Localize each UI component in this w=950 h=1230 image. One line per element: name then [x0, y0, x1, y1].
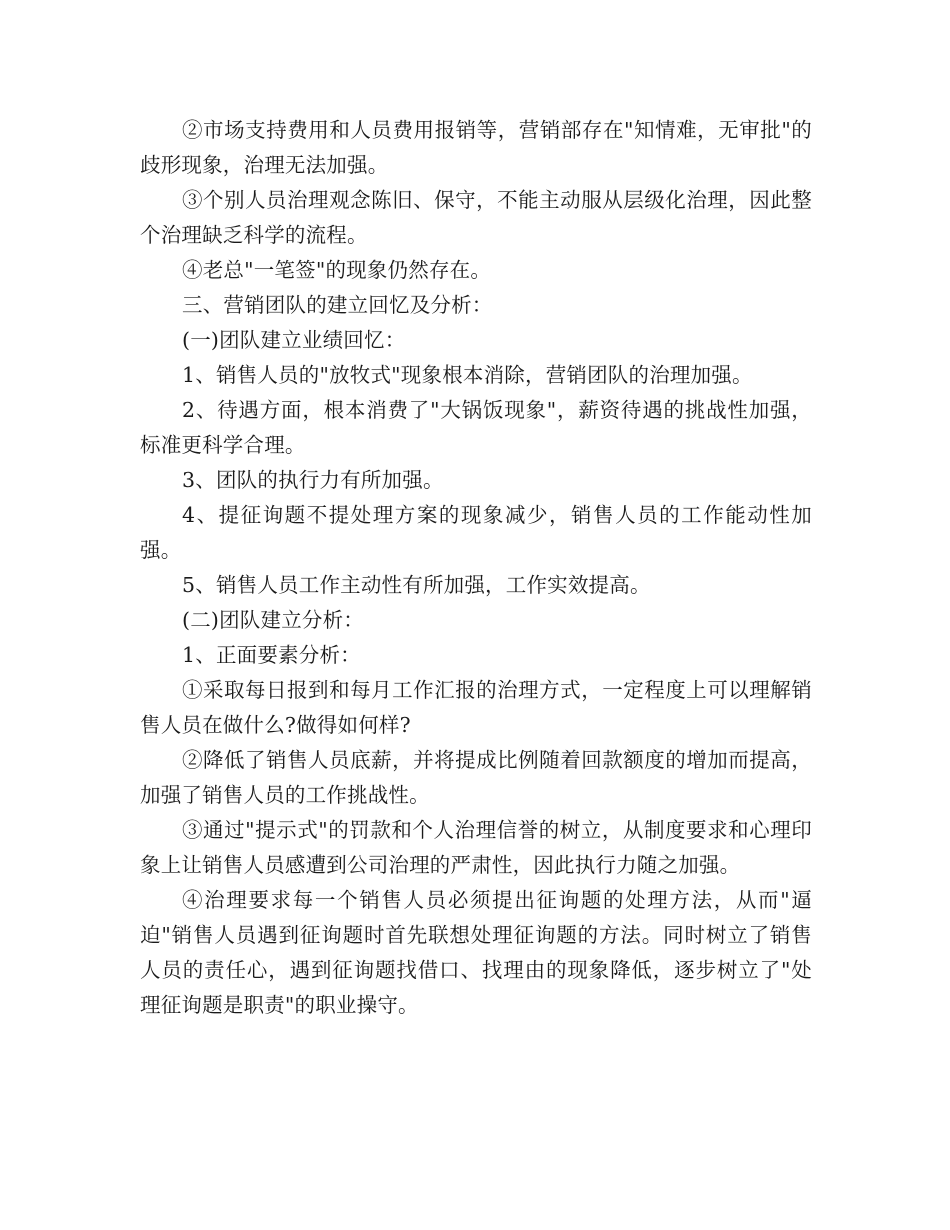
list-item-compensation: 2、待遇方面，根本消费了"大锅饭现象"，薪资待遇的挑战性加强，标准更科学合理。	[140, 398, 812, 457]
document-page	[140, 113, 812, 1023]
analysis-heading-positive: 1、正面要素分析：	[182, 643, 361, 667]
subsection-heading-analysis: (二)团队建立分析：	[182, 608, 364, 632]
paragraph-daily-report: ①采取每日报到和每月工作汇报的治理方式，一定程度上可以理解销售人员在做什么?做得如何样?	[140, 678, 812, 737]
list-item-initiative: 5、销售人员工作主动性有所加强，工作实效提高。	[182, 573, 651, 597]
paragraph-problem-solving: ④治理要求每一个销售人员必须提出征询题的处理方法，从而"逼迫"销售人员遇到征询题时首先联想处理征询题的方法。同时树立了销售人员的责任心，遇到征询题找借口、找理由的现象降低，逐步树立了"处理征询题是职责"的职业操守。	[140, 888, 812, 1017]
subsection-heading-performance-review: (一)团队建立业绩回忆：	[182, 328, 406, 352]
list-item-free-range: 1、销售人员的"放牧式"现象根本消除，营销团队的治理加强。	[182, 363, 753, 387]
paragraph-base-salary: ②降低了销售人员底薪，并将提成比例随着回款额度的增加而提高，加强了销售人员的工作挑战性。	[140, 748, 812, 807]
paragraph-expense-reimbursement: ②市场支持费用和人员费用报销等，营销部存在"知情难，无审批"的歧形现象，治理无法加强。	[140, 118, 812, 177]
paragraph-management-concept: ③个别人员治理观念陈旧、保守，不能主动服从层级化治理，因此整个治理缺乏科学的流程。	[140, 188, 812, 247]
list-item-solutions: 4、提征询题不提处理方案的现象减少，销售人员的工作能动性加强。	[140, 503, 812, 562]
section-heading-team-building: 三、营销团队的建立回忆及分析：	[182, 293, 493, 317]
paragraph-penalty-credit: ③通过"提示式"的罚款和个人治理信誉的树立，从制度要求和心理印象上让销售人员感遭到公司治理的严肃性，因此执行力随之加强。	[140, 818, 812, 877]
list-item-execution: 3、团队的执行力有所加强。	[182, 468, 444, 492]
paragraph-one-signature: ④老总"一笔签"的现象仍然存在。	[182, 258, 492, 282]
